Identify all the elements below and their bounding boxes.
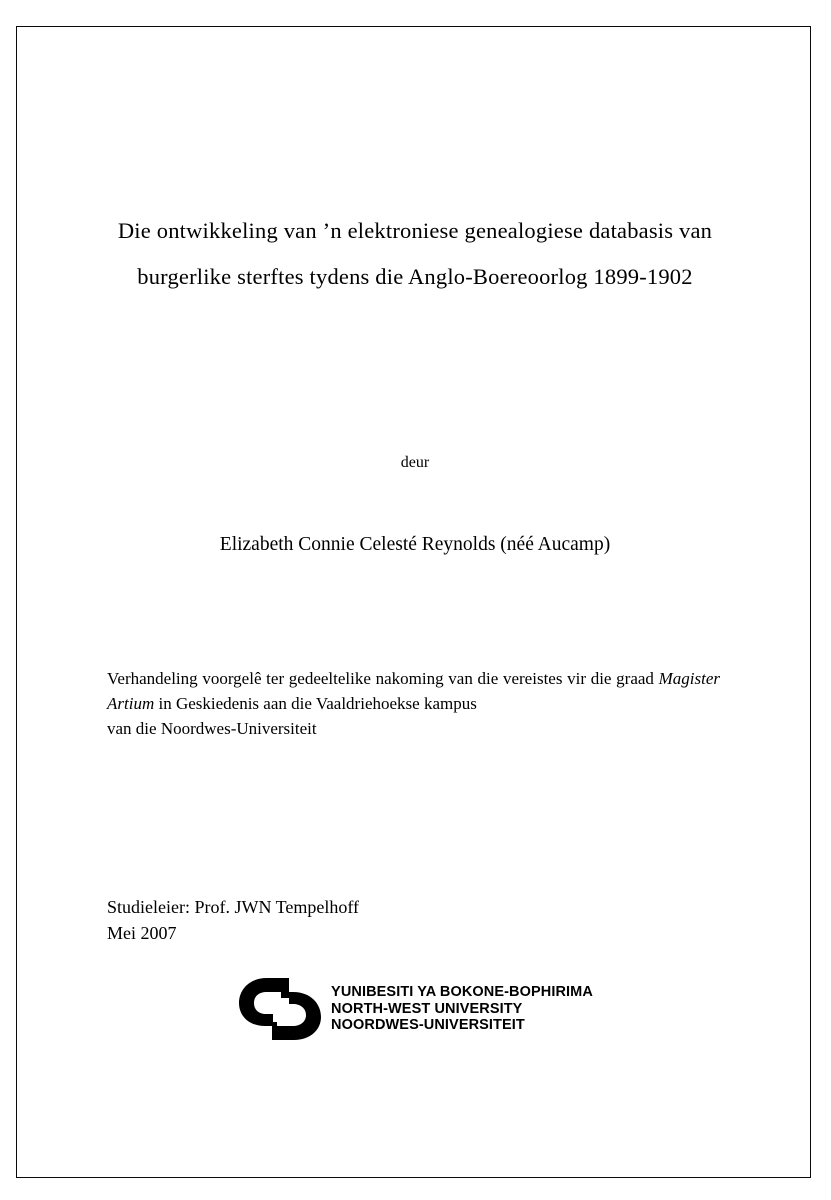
university-logo [90,974,740,1044]
logo-text-line-1: YUNIBESITI YA BOKONE-BOPHIRIMA [331,984,593,1001]
degree-name: Magister Artium [107,669,720,713]
title-line-1: Die ontwikkeling van ’n elektroniese genealogiese databasis van [117,218,713,243]
page-content [90,26,740,1178]
nwu-logo-mark-icon [237,974,323,1044]
degree-statement-part1: Verhandeling voorgelê ter gedeeltelike nakoming van die vereistes vir die graad [107,669,659,688]
logo-text-line-3: NOORDWES-UNIVERSITEIT [331,1017,525,1034]
date-line: Mei 2007 [107,923,177,943]
degree-statement [107,666,720,741]
supervisor-line: Studieleier: Prof. JWN Tempelhoff [107,897,360,917]
title-line-2: burgerlike sterftes tydens die Anglo-Boereoorlog 1899-1902 [137,264,693,289]
author-name: Elizabeth Connie Celesté Reynolds (néé Aucamp) [219,534,611,555]
supervisor-block [107,894,707,946]
logo-text-block [331,984,593,1034]
author-by-label: deur [400,454,430,471]
degree-statement-part2: in Geskiedenis aan die Vaaldriehoekse kampus [154,694,477,713]
logo-text-line-2: NORTH-WEST UNIVERSITY [331,1000,523,1017]
page-title [90,208,740,300]
degree-statement-part3: van die Noordwes-Universiteit [107,719,317,738]
